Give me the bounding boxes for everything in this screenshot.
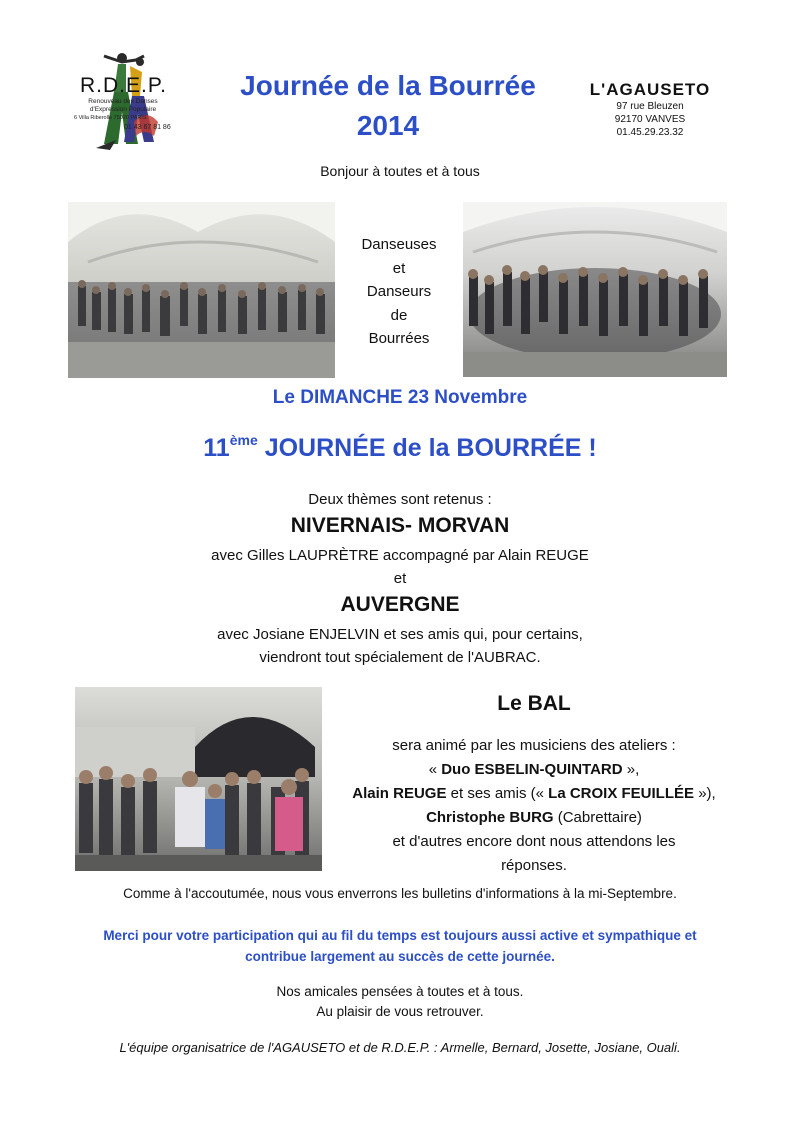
logo-phone: 01 43 67 81 86 (124, 124, 171, 131)
ball-line: et d'autres encore dont nous attendons les (392, 833, 676, 850)
theme2-description-line1: avec Josiane ENJELVIN et ses amis qui, pour certains, (217, 626, 583, 643)
caption-line: Bourrées (368, 330, 430, 347)
duo-name: Duo ESBELIN-QUINTARD (441, 761, 623, 778)
theme2-name: AUVERGNE (340, 593, 460, 616)
themes-connector: et (393, 570, 407, 587)
ball-title: Le BAL (497, 692, 571, 715)
greeting: Bonjour à toutes et à tous (320, 163, 480, 179)
ball-line: Christophe BURG (Cabrettaire) (426, 809, 642, 826)
closing-line: Au plaisir de vous retrouver. (316, 1004, 484, 1019)
rdep-logo (74, 52, 186, 154)
page-title-line1: Journée de la Bourrée (240, 70, 536, 101)
organizing-team: L'équipe organisatrice de l'AGAUSETO et de R.D.E.P. : Armelle, Bernard, Josette, Josiane, Ouali. (119, 1040, 681, 1055)
logo-address: 6 Villa Riberolle 75020 PARIS (74, 115, 147, 121)
thanks-message (70, 925, 730, 967)
dance-hall-photo-left (68, 202, 335, 378)
page-title (200, 66, 576, 146)
logo-subtitle: Renouveau des Danses d'Expression Populaire (88, 98, 158, 113)
closing-line: Nos amicales pensées à toutes et à tous. (276, 984, 524, 999)
group-name: La CROIX FEUILLÉE (548, 785, 695, 802)
venue-city: 92170 VANVES (614, 114, 686, 125)
ball-line: Alain REUGE et ses amis (« La CROIX FEUILLÉE »), (352, 785, 716, 802)
ball-line: réponses. (501, 857, 567, 874)
venue-phone: 01.45.29.23.32 (616, 127, 684, 138)
logo-title: R.D.E.P. (80, 74, 167, 97)
theme2-description-line2: viendront tout spécialement de l'AUBRAC. (259, 649, 541, 666)
dance-hall-photo-right (463, 202, 727, 377)
ball-dancers-photo (75, 687, 322, 871)
caption-line: Danseuses (361, 236, 437, 253)
event-title-text: JOURNÉE de la BOURRÉE ! (264, 434, 597, 462)
musician-name: Alain REUGE (352, 785, 447, 802)
theme1-name: NIVERNAIS- MORVAN (290, 514, 510, 537)
dancers-caption (345, 233, 453, 351)
edition-suffix: ème (229, 432, 258, 448)
thanks-line: contribue largement au succès de cette journée. (245, 949, 555, 964)
ball-line: sera animé par les musiciens des ateliers : (392, 737, 676, 754)
musician-name: Christophe BURG (426, 809, 554, 826)
event-date: Le DIMANCHE 23 Novembre (272, 387, 528, 408)
bulletin-notice: Comme à l'accoutumée, nous vous enverrons les bulletins d'informations à la mi-Septembre. (123, 886, 677, 901)
thanks-line: Merci pour votre participation qui au fil du temps est toujours aussi active et sympathique et (103, 928, 697, 943)
ball-description (334, 734, 734, 878)
venue-block (580, 80, 720, 139)
caption-line: de (390, 306, 408, 324)
caption-line: Danseurs (366, 283, 432, 300)
event-title (100, 432, 700, 463)
theme1-description: avec Gilles LAUPRÈTRE accompagné par Alain REUGE (211, 547, 589, 564)
venue-street: 97 rue Bleuzen (616, 101, 684, 112)
page-title-year: 2014 (356, 110, 420, 141)
venue-name: L'AGAUSETO (589, 80, 711, 99)
ball-line: « Duo ESBELIN-QUINTARD », (428, 761, 640, 778)
closing-message (100, 982, 700, 1022)
edition-number: 11 (203, 434, 230, 462)
themes-intro: Deux thèmes sont retenus : (308, 491, 492, 508)
caption-line: et (392, 259, 406, 277)
